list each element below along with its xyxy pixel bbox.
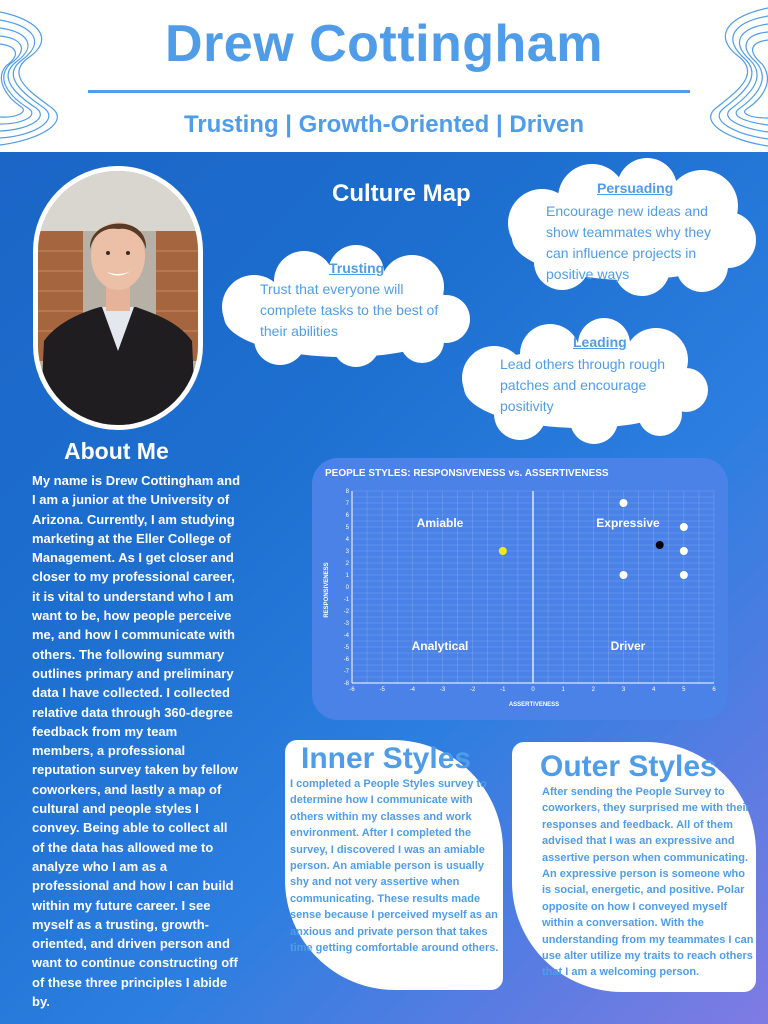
outer-styles-text: After sending the People Survey to coworkers, they surprised me with their responses and feedback. All of them advised that I was an expressive and assertive person when communicating. An expressive person is someone who is social, energetic, and positive. Polar opposite on how I conveyed myself within a conversation. With the understanding from my teammates I can use alter utilize my traits to reach others that I am a welcoming person.	[542, 786, 754, 979]
y-tick-label: 5	[345, 525, 349, 531]
cloud-leading	[454, 318, 710, 446]
cloud-persuading	[502, 158, 758, 300]
outer-styles-heading: Outer Styles	[540, 750, 717, 783]
about-me-text: My name is Drew Cottingham and I am a junior at the University of Arizona. Currently, I am studying marketing at the Eller College of Management. As I get closer and closer to my professional career, it is vital to understand who I am want to be, how people perceive me, and how I communicate with others. The following summary outlines primary and preliminary data I have collected. I collected relative data through 360-degree feedback from my team members, a professional reputation survey taken by fellow coworkers, and lastly a map of cultural and people styles I convey. Being able to collect all of the data has allowed me to analyze who I am as a professional and how I can build within my future career. I see myself as a trusting, growth-oriented, and driven person and want to continue constructing off of these three principles I abide by.	[32, 473, 241, 1010]
inner-styles-text: I completed a People Styles survey to determine how I communicate with others within my classes and work environment. After I completed the survey, I discovered I was an amiable person. An amiable person is usually shy and not very assertive when communicating. These results made sense because I perceived myself as an anxious and private person that takes time getting comfortable around others.	[290, 778, 499, 955]
cloud-text: Trust that everyone will complete tasks to the best of their abilities	[260, 281, 439, 339]
y-tick-label: -2	[343, 609, 349, 615]
x-tick-label: -6	[349, 687, 355, 693]
y-tick-label: 7	[345, 501, 349, 507]
cloud-text: Encourage new ideas and show teammates why they can influence projects in positive ways	[546, 203, 711, 282]
x-tick-label: 3	[621, 687, 626, 693]
y-tick-label: 8	[345, 489, 349, 495]
cloud-trusting	[216, 245, 472, 370]
y-tick-label: 1	[345, 573, 349, 579]
quadrant-label: Driver	[610, 639, 646, 653]
x-tick-label: 4	[651, 687, 656, 693]
people-styles-chart	[312, 458, 728, 720]
y-tick-label: -1	[343, 597, 349, 603]
cloud-title: Leading	[573, 334, 627, 350]
name-title: Drew Cottingham	[165, 15, 603, 73]
cloud-text: Lead others through rough patches and encourage positivity	[500, 356, 666, 414]
cloud-title: Trusting	[329, 260, 385, 276]
x-tick-label: -5	[379, 687, 385, 693]
inner-styles-heading: Inner Styles	[301, 742, 472, 775]
y-tick-label: -8	[343, 681, 349, 687]
x-tick-label: 2	[591, 687, 596, 693]
y-tick-label: -6	[343, 657, 349, 663]
x-tick-label: -2	[469, 687, 476, 693]
y-tick-label: 0	[345, 585, 349, 591]
chart-title: PEOPLE STYLES: RESPONSIVENESS vs. ASSERTIVENESS	[325, 468, 609, 479]
y-axis-label: RESPONSIVENESS	[324, 562, 330, 618]
data-point	[499, 547, 507, 555]
x-axis-label: ASSERTIVENESS	[508, 702, 560, 708]
tagline: Trusting | Growth-Oriented | Driven	[183, 111, 585, 138]
x-tick-label: -3	[439, 687, 446, 693]
outer-styles-card	[512, 742, 756, 992]
y-tick-label: -5	[343, 645, 349, 651]
chart-plot	[312, 458, 728, 720]
y-tick-label: 2	[345, 561, 349, 567]
y-tick-label: 4	[345, 537, 349, 543]
x-tick-label: 0	[531, 687, 535, 693]
x-tick-label: 5	[682, 687, 686, 693]
inner-styles-card	[285, 740, 503, 990]
data-point	[680, 571, 688, 579]
y-tick-label: 3	[345, 549, 349, 555]
data-point	[680, 523, 688, 531]
quadrant-label: Amiable	[416, 516, 464, 530]
profile-photo	[33, 166, 203, 430]
x-tick-label: -4	[409, 687, 416, 693]
quadrant-label: Analytical	[411, 639, 469, 653]
data-point	[620, 571, 628, 579]
data-point	[620, 499, 628, 507]
y-tick-label: -3	[343, 621, 349, 627]
cloud-title: Persuading	[597, 180, 674, 196]
data-point	[656, 541, 664, 549]
quadrant-label: Expressive	[596, 516, 660, 530]
culture-map-heading: Culture Map	[332, 180, 471, 207]
y-tick-label: -4	[343, 633, 349, 639]
y-tick-label: 6	[345, 513, 349, 519]
about-me-heading: About Me	[64, 438, 169, 464]
header	[0, 0, 768, 152]
header-divider	[88, 90, 690, 93]
data-point	[680, 547, 688, 555]
x-tick-label: -1	[500, 687, 506, 693]
y-tick-label: -7	[343, 669, 349, 675]
x-tick-label: 6	[712, 687, 716, 693]
x-tick-label: 1	[561, 687, 565, 693]
